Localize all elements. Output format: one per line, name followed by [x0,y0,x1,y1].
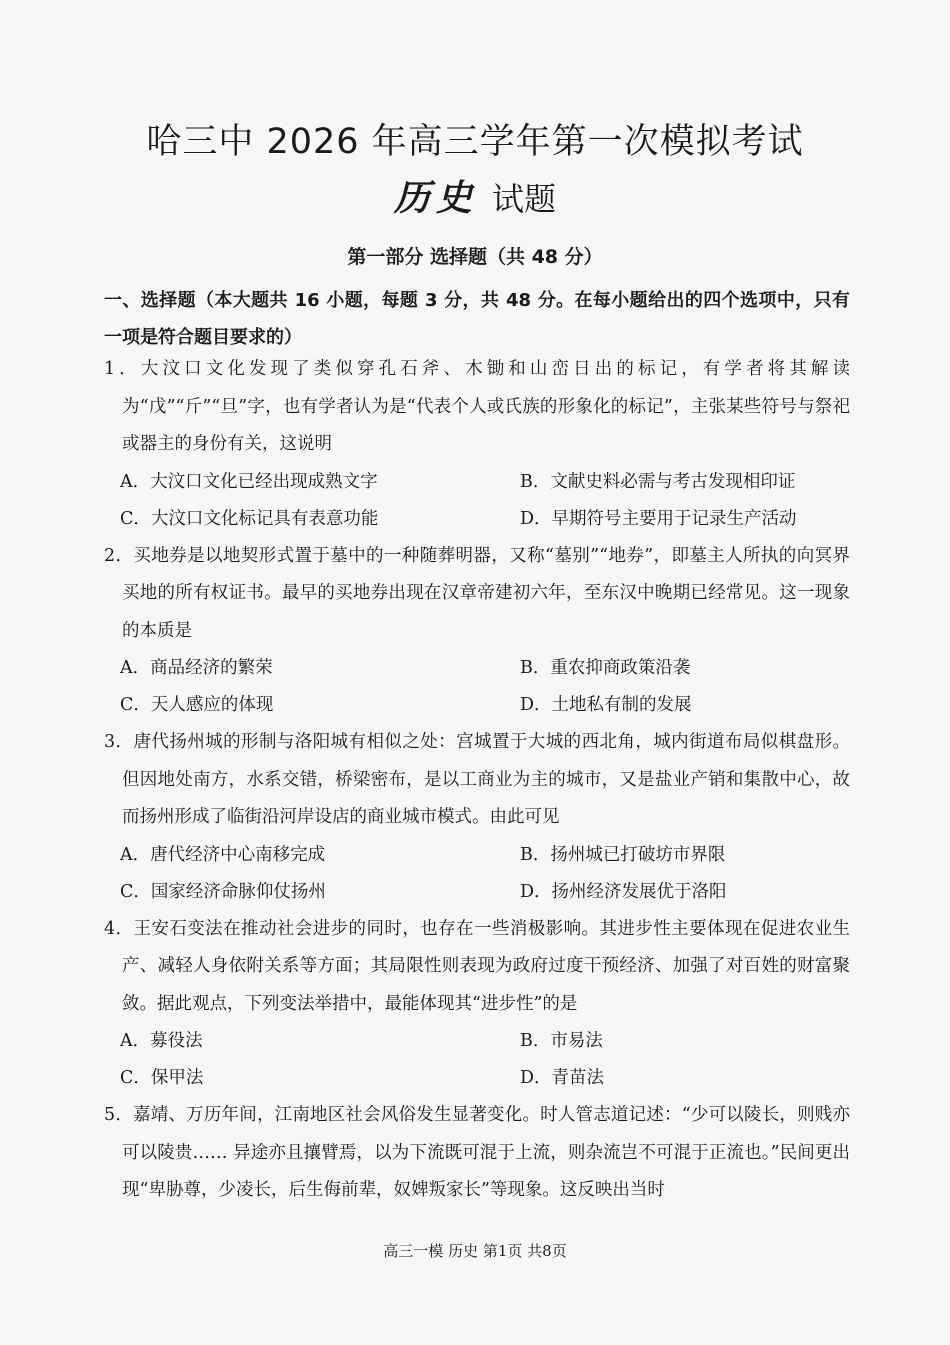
section-heading: 一、选择题（本大题共 16 小题，每题 3 分，共 48 分。在每小题给出的四个选项中，只有一项是符合题目要求的） [104,290,850,348]
question-stem: 2．买地券是以地契形式置于墓中的一种随葬明器，又称“墓别”“地券”，即墓主人所执的向冥界买地的所有权证书。最早的买地券出现在汉章帝建初六年，至东汉中晚期已经常见。这一现象的本质是 [104,545,850,641]
option-grid [104,1023,850,1097]
option-a: A．唐代经济中心南移完成 [120,844,326,865]
option-a: A．商品经济的繁荣 [120,658,273,678]
option-b: B．重农抑商政策沿袭 [520,658,691,678]
question-4 [104,911,850,1098]
option-d: D．早期符号主要用于记录生产活动 [520,508,797,529]
question-stem: 4．王安石变法在推动社会进步的同时，也存在一些消极影响。其进步性主要体现在促进农业生产、减轻人身依附关系等方面；其局限性则表现为政府过度干预经济、加强了对百姓的财富聚敛。据此观点，下列变法举措中，最能体现其“进步性”的是 [104,918,850,1014]
question-stem: 5．嘉靖、万历年间，江南地区社会风俗发生显著变化。时人管志道记述：“少可以陵长，则贱亦可以陵贵…… 异途亦且攘臂焉，以为下流既可混于上流，则杂流岂不可混于正流也。”民间更出现“卑胁尊，少凌长，后生侮前辈，奴婢叛家长”等现象。这反映出当时 [104,1105,850,1200]
question-3 [104,724,850,911]
option-b: B．市易法 [520,1031,603,1051]
option-d: D．土地私有制的发展 [520,695,692,715]
option-a: A．大汶口文化已经出现成熟文字 [120,471,378,492]
option-grid [104,837,850,911]
subject-name: 历史 [393,177,478,219]
exam-subtitle [0,170,950,221]
option-b: B．文献史料必需与考古发现相印证 [520,471,796,492]
option-grid [104,650,850,724]
paper-kind: 试题 [492,180,557,218]
part-heading: 第一部分 选择题（共 48 分） [347,246,603,268]
page-footer: 高三一模 历史 第1页 共8页 [383,1242,567,1260]
option-b: B．扬州城已打破坊市界限 [520,844,726,865]
option-a: A．募役法 [120,1031,203,1051]
option-c: C．大汶口文化标记具有表意功能 [120,508,379,529]
question-list [104,351,850,1210]
option-c: C．天人感应的体现 [120,695,274,715]
question-1 [104,351,850,538]
question-2 [104,538,850,725]
option-d: D．青苗法 [520,1068,605,1088]
exam-title: 哈三中 2026 年高三学年第一次模拟考试 [146,122,804,162]
option-grid [104,464,850,538]
option-c: C．国家经济命脉仰仗扬州 [120,881,326,902]
option-c: C．保甲法 [120,1068,204,1088]
question-stem: 3．唐代扬州城的形制与洛阳城有相似之处：宫城置于大城的西北角，城内街道布局似棋盘形。但因地处南方，水系交错，桥梁密布，是以工商业为主的城市，又是盐业产销和集散中心，故而扬州形成了临街沿河岸设店的商业城市模式。由此可见 [104,732,850,827]
question-stem: 1．大汶口文化发现了类似穿孔石斧、木锄和山峦日出的标记，有学者将其解读为“戊”“斤”“旦”字，也有学者认为是“代表个人或氏族的形象化的标记”，主张某些符号与祭祀或器主的身份有关，这说明 [104,359,850,454]
option-d: D．扬州经济发展优于洛阳 [520,881,727,902]
question-5 [104,1097,850,1210]
